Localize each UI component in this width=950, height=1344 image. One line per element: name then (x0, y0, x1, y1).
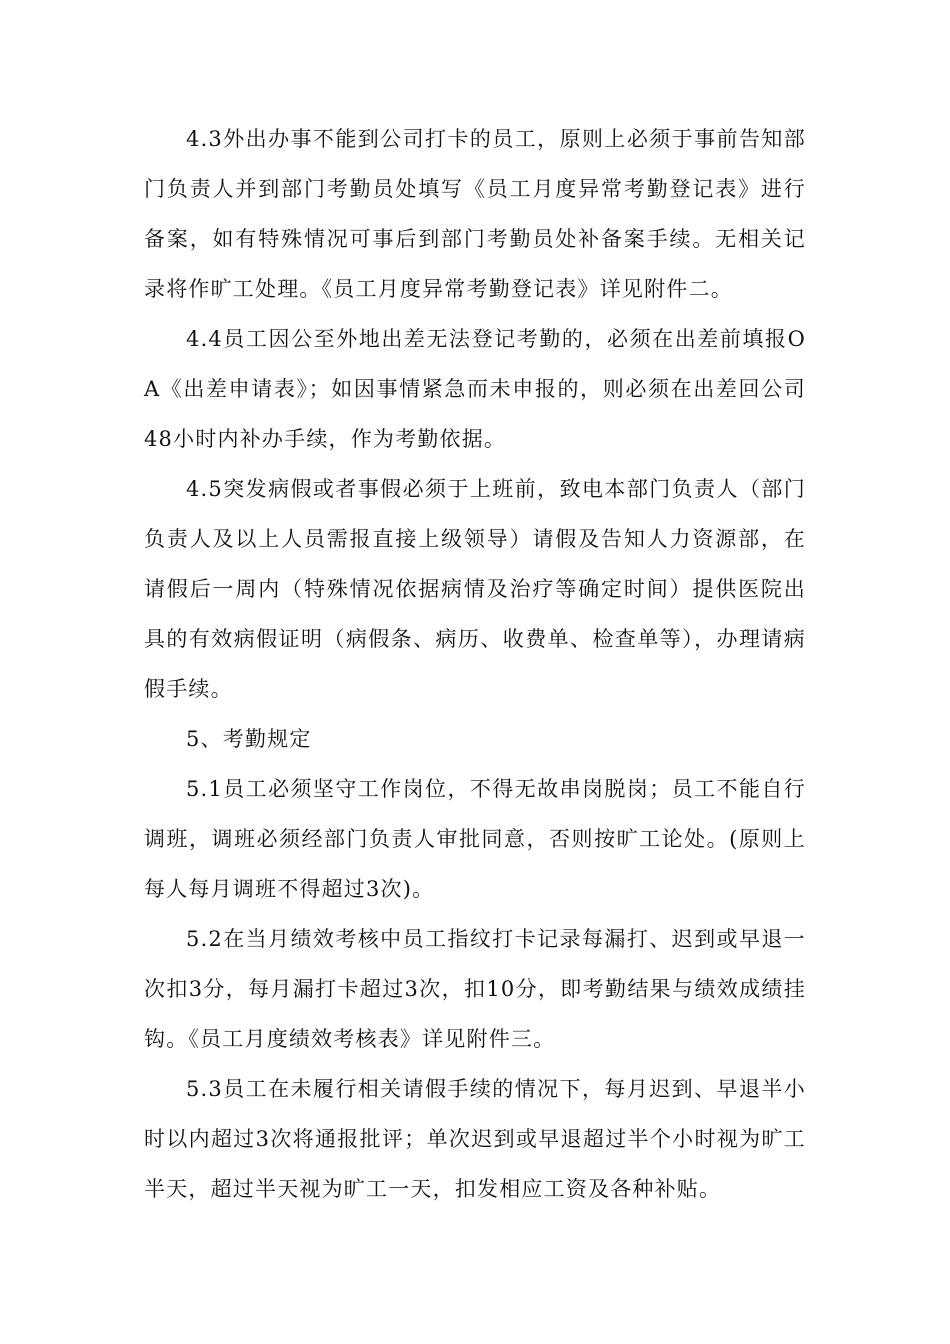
paragraph-5-2: 5.2在当月绩效考核中员工指纹打卡记录每漏打、迟到或早退一次扣3分，每月漏打卡超过3次，扣10分，即考勤结果与绩效成绩挂钩。《员工月度绩效考核表》详见附件三。 (144, 927, 806, 1051)
paragraph-4-3: 4.3外出办事不能到公司打卡的员工，原则上必须于事前告知部门负责人并到部门考勤员处填写《员工月度异常考勤登记表》进行备案，如有特殊情况可事后到部门考勤员处补备案手续。无相关记录将作旷工处理。《员工月度异常考勤登记表》详见附件二。 (144, 127, 806, 301)
section-heading-5: 5、考勤规定 (186, 727, 312, 751)
paragraph-5-1: 5.1员工必须坚守工作岗位，不得无故串岗脱岗；员工不能自行调班，调班必须经部门负责人审批同意，否则按旷工论处。(原则上每人每月调班不得超过3次)。 (144, 777, 806, 901)
paragraph-5-3: 5.3员工在未履行相关请假手续的情况下，每月迟到、早退半小时以内超过3次将通报批评；单次迟到或早退超过半个小时视为旷工半天，超过半天视为旷工一天，扣发相应工资及各种补贴。 (144, 1077, 806, 1201)
document-body (144, 114, 806, 1214)
paragraph-4-5: 4.5突发病假或者事假必须于上班前，致电本部门负责人（部门负责人及以上人员需报直接上级领导）请假及告知人力资源部，在请假后一周内（特殊情况依据病情及治疗等确定时间）提供医院出具的有效病假证明（病假条、病历、收费单、检查单等），办理请病假手续。 (144, 477, 806, 701)
paragraph-4-4: 4.4员工因公至外地出差无法登记考勤的，必须在出差前填报OA《出差申请表》；如因事情紧急而未申报的，则必须在出差回公司48小时内补办手续，作为考勤依据。 (144, 327, 806, 451)
